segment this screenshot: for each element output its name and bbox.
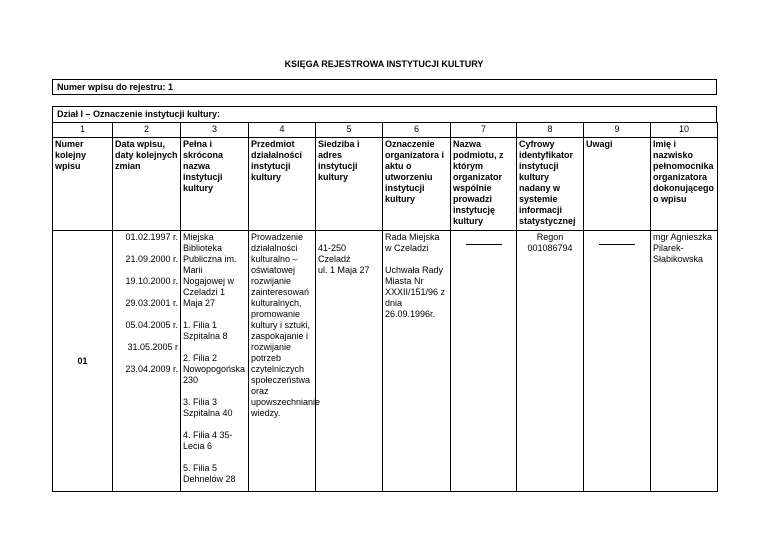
regon-value: 001086794 [527,243,573,253]
header-name: Pełna i skrócona nazwa instytucji kultury [181,138,249,231]
activity-cell: Prowadzenie działalności kulturalno – oświatowej rozwijanie zainteresowań kulturalnych, promowanie kultury i sztuki, zaspokajanie i rozwijanie potrzeb czytelniczych społeczeństwa oraz upowszechnianie wiedzy. [249,231,316,492]
remarks-cell [584,231,651,492]
representative-cell: mgr Agnieszka Pilarek-Słabikowska [651,231,718,492]
regon-label: Regon [536,232,564,242]
header-remarks: Uwagi [584,138,651,231]
date-5: 05.04.2005 r. [125,320,178,330]
names-cell [181,231,249,492]
row-number: 01 [53,231,113,492]
date-2: 21.09.2000 r. [125,254,178,264]
organizer-name: Rada Miejska w Czeladzi [385,232,440,253]
header-row [53,138,718,231]
col-num-8: 8 [517,123,584,138]
register-table [52,122,718,492]
date-3: 19.10.2000 r. [125,276,178,286]
empty-dash [599,244,635,245]
header-representative: Imię i nazwisko pełnomocnika organizatora dokonującego o wpisu [651,138,718,231]
section-label: Dział I – Oznaczenie instytucji kultury: [57,109,221,119]
col-num-6: 6 [383,123,451,138]
table-row [53,231,718,492]
name-main: Miejska Biblioteka Publiczna im. Marii Nogajowej w Czeladzi 1 Maja 27 [183,232,237,308]
name-branch-4: 4. Filia 4 35-Lecia 6 [183,430,233,451]
header-organizer: Oznaczenie organizatora i aktu o utworzeniu instytucji kultury [383,138,451,231]
header-activity: Przedmiot działalności instytucji kultury [249,138,316,231]
col-num-2: 2 [113,123,181,138]
address-line-2: ul. 1 Maja 27 [318,265,370,275]
col-num-7: 7 [451,123,517,138]
entry-number-box [52,79,717,95]
section-box [52,106,717,123]
header-co-organizer: Nazwa podmiotu, z którym organizator wspólnie prowadzi instytucję kultury [451,138,517,231]
name-branch-1: 1. Filia 1 Szpitalna 8 [183,320,228,341]
entry-number-label: Numer wpisu do rejestru: 1 [57,82,174,92]
col-num-5: 5 [316,123,383,138]
col-num-1: 1 [53,123,113,138]
col-num-3: 3 [181,123,249,138]
column-number-row [53,123,718,138]
document-title: KSIĘGA REJESTROWA INSTYTUCJI KULTURY [284,59,484,69]
name-branch-3: 3. Filia 3 Szpitalna 40 [183,397,233,418]
date-1: 01.02.1997 r. [125,232,178,242]
organizer-cell [383,231,451,492]
address-cell [316,231,383,492]
name-branch-2: 2. Filia 2 Nowopogońska 230 [183,353,246,385]
header-identifier: Cyfrowy identyfikator instytucji kultury nadany w systemie informacji statystycznej [517,138,584,231]
empty-dash [466,244,502,245]
date-6: 31.05.2005 r [127,342,178,352]
header-entry-number: Numer kolejny wpisu [53,138,113,231]
organizer-act: Uchwała Rady Miasta Nr XXXII/151/96 z dnia 26.09.1996r. [385,265,446,319]
co-organizer-cell [451,231,517,492]
identifier-cell [517,231,584,492]
name-branch-5: 5. Filia 5 Dehnelów 28 [183,463,236,484]
dates-cell [113,231,181,492]
date-4: 29.03.2001 r. [125,298,178,308]
col-num-9: 9 [584,123,651,138]
col-num-4: 4 [249,123,316,138]
address-line-1: 41-250 Czeladź [318,243,351,264]
header-dates: Data wpisu, daty kolejnych zmian [113,138,181,231]
col-num-10: 10 [651,123,718,138]
header-address: Siedziba i adres instytucji kultury [316,138,383,231]
date-7: 23.04.2009 r. [125,364,178,374]
